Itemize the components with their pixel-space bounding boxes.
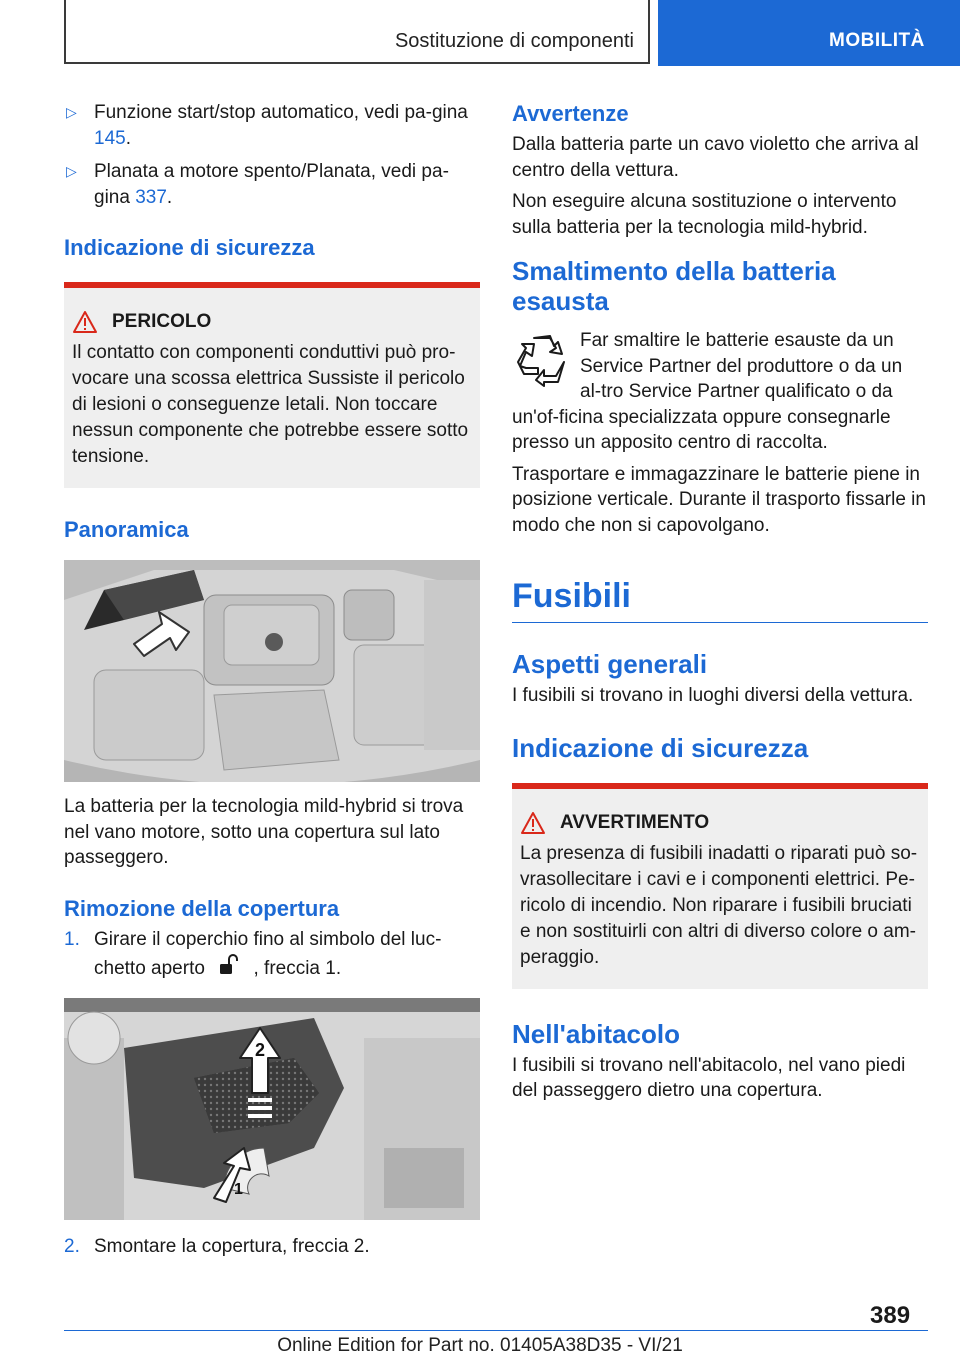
disposal-heading: Smaltimento della batteria esausta: [512, 256, 836, 316]
general-paragraph: I fusibili si trovano in luoghi diversi della vettura.: [512, 685, 914, 706]
recycle-icon: [512, 328, 572, 388]
danger-body: Il contatto con componenti conduttivi può pro-vocare una scossa elettrica Sussiste il pericolo di lesioni o conseguenze letali. Non toccare nessun componente che potrebbe essere sotto tensione.: [72, 342, 469, 467]
engine-bay-photo: [64, 560, 480, 782]
footer-divider: [64, 1330, 928, 1331]
step-2: [64, 1234, 480, 1260]
triangle-bullet-icon: ▷: [66, 163, 77, 179]
arrow-2-label: 2: [254, 1039, 266, 1060]
danger-title: PERICOLO: [112, 311, 212, 332]
bullet-text: Funzione start/stop automatico, vedi pa-gina: [94, 102, 468, 123]
safety-heading: Indicazione di sicurezza: [64, 235, 315, 260]
section-title: Sostituzione di componenti: [394, 30, 634, 52]
step-number: 1.: [64, 928, 80, 950]
danger-box: [64, 282, 480, 488]
unlocked-padlock-icon: [214, 952, 244, 978]
page-header: [0, 0, 960, 66]
battery-cover-photo: [64, 998, 480, 1220]
edition-note: Online Edition for Part no. 01405A38D35 - VI/21: [277, 1335, 683, 1356]
cabin-heading: Nell'abitacolo: [512, 1018, 680, 1049]
battery-cover-illustration: [64, 998, 480, 1220]
overview-caption: La batteria per la tecnologia mild-hybrid si trova nel vano motore, sotto una copertura sul lato passeggero.: [64, 796, 464, 868]
general-heading: Aspetti generali: [512, 649, 708, 679]
fuses-heading: Fusibili: [512, 577, 631, 615]
step-text: Girare il coperchio fino al simbolo del luc-chetto aperto: [94, 928, 442, 979]
fuses-divider: [512, 622, 928, 623]
step-1: 1. Girare il coperchio fino al simbolo del luc-chetto aperto , freccia 1.: [64, 928, 442, 979]
bullet-item: ▷ Funzione start/stop automatico, vedi pa-gina 145.: [66, 102, 468, 149]
disposal-block: [512, 328, 928, 456]
warning-triangle-icon: [520, 811, 546, 835]
warning-box: [512, 783, 928, 989]
warning-triangle-icon: [72, 310, 98, 334]
warnings-heading: Avvertenze: [512, 101, 629, 126]
bullet-text: Planata a motore spento/Planata, vedi pa-gina: [94, 161, 449, 208]
removal-heading: Rimozione della copertura: [64, 895, 340, 921]
disposal-paragraph-2: Trasportare e immagazzinare le batterie piene in posizione verticale. Durante il trasporto fissarle in modo che non si capovolgano.: [512, 463, 926, 536]
arrow-1-label: 1: [234, 1180, 243, 1198]
engine-bay-illustration: [64, 560, 480, 782]
warning-body: La presenza di fusibili inadatti o riparati può so-vrasollecitare i cavi e i componenti elettrici. Pe-ricolo di incendio. Non riparare i fusibili bruciati e non sostituirli con altri di diverso colore o am-peraggio.: [520, 842, 918, 968]
warning-title: AVVERTIMENTO: [560, 811, 710, 833]
warnings-paragraph-1: Dalla batteria parte un cavo violetto che arriva al centro della vettura.: [512, 134, 919, 181]
warnings-paragraph-2: Non eseguire alcuna sostituzione o intervento sulla batteria per la tecnologia mild-hybrid.: [512, 191, 897, 238]
page-number: 389: [870, 1302, 911, 1329]
right-column: [512, 100, 928, 1104]
disposal-paragraph-1: Far smaltire le batterie esauste da un Service Partner del produttore o da un al-tro Service Partner qualificato o da un'of-ficina specializzata oppure consegnarle presso un apposito centro di raccolta.: [512, 330, 903, 453]
step-number: 2.: [64, 1235, 80, 1257]
cabin-paragraph: I fusibili si trovano nell'abitacolo, nel vano piedi del passeggero dietro una copertura.: [512, 1054, 906, 1101]
overview-heading: Panoramica: [64, 517, 189, 542]
page-link[interactable]: 337: [135, 186, 167, 208]
page-link[interactable]: 145: [94, 127, 126, 149]
chapter-tab-label: MOBILITÀ: [829, 30, 925, 51]
section-title-box: [64, 0, 650, 64]
fuses-safety-heading: Indicazione di sicurezza: [512, 732, 809, 763]
chapter-tab[interactable]: [658, 0, 960, 66]
bullet-item: ▷ Planata a motore spento/Planata, vedi pa-gina 337.: [66, 161, 449, 208]
left-column: [64, 100, 480, 1259]
step-text: Smontare la copertura, freccia 2.: [94, 1235, 370, 1257]
triangle-bullet-icon: ▷: [66, 104, 77, 120]
